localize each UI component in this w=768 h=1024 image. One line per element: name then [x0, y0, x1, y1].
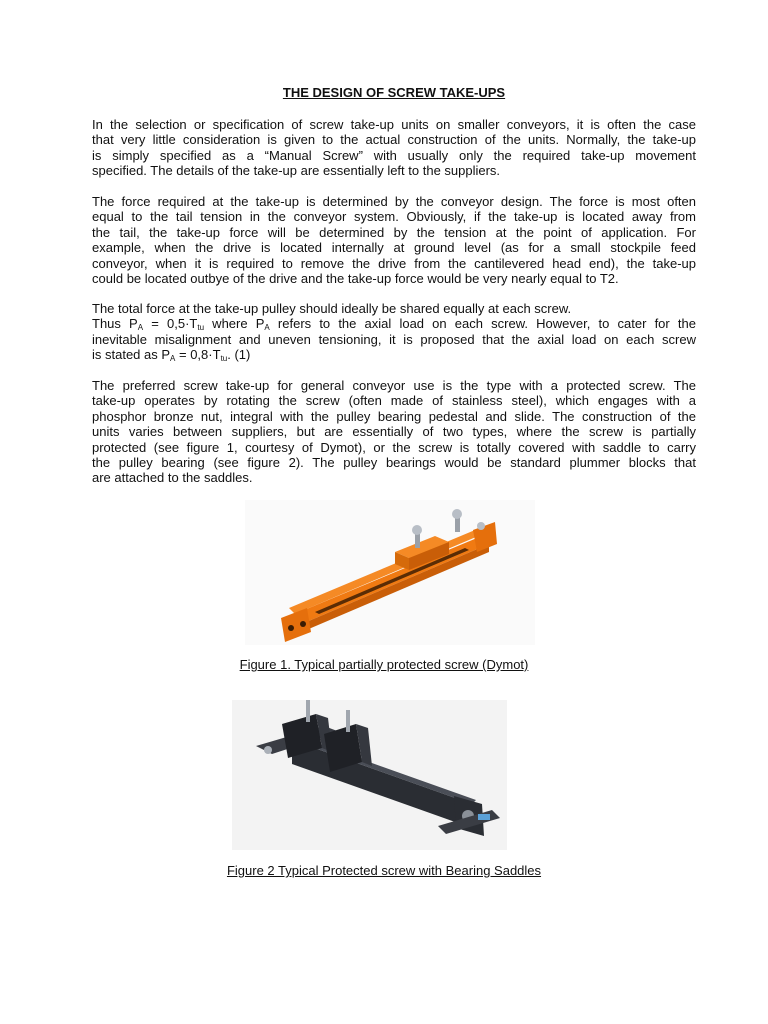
- subscript: tu: [197, 323, 205, 333]
- subscript: tu: [220, 354, 228, 364]
- text-run: Thus P: [92, 316, 138, 332]
- text-line: The preferred screw take-up for general conveyor use is the type with a protected screw. The: [92, 378, 696, 393]
- text-line-formula: [92, 316, 696, 331]
- text-line: The force required at the take-up is determined by the conveyor design. The force is most often: [92, 194, 696, 209]
- text-line: In the selection or specification of screw take-up units on smaller conveyors, it is often the case: [92, 117, 696, 132]
- text-run: refers to the axial load on each screw. However, to cater for the: [269, 316, 696, 332]
- subscript: A: [264, 323, 270, 333]
- subscript: A: [137, 323, 144, 333]
- text-line: is simply specified as a “Manual Screw” with usually only the required take-up movement: [92, 147, 696, 163]
- text-run: where P: [204, 316, 265, 332]
- screw-takeup-orange-illustration: [245, 500, 535, 645]
- text-run: = 0,5·T: [143, 316, 198, 332]
- text-run: . (1): [227, 347, 251, 363]
- paragraph-force: [92, 194, 696, 286]
- text-line: take-up operates by rotating the screw (often made of stainless steel), which engages with a: [92, 393, 696, 409]
- figure-2-image: [232, 700, 507, 850]
- document-title: THE DESIGN OF SCREW TAKE-UPS: [282, 85, 506, 100]
- text-line: equal to the tail tension in the conveyor system. Obviously, if the take-up is located away from: [92, 209, 696, 225]
- paragraph-intro: [92, 117, 696, 179]
- figure-2-caption: Figure 2 Typical Protected screw with Bearing Saddles: [226, 863, 542, 878]
- text-line: phosphor bronze nut, integral with the pulley bearing pedestal and slide. The construction of the: [92, 408, 696, 424]
- text-line: that very little consideration is given to the actual construction of the units. Normally, the take-up: [92, 132, 696, 148]
- text-run: = 0,8·T: [175, 347, 221, 363]
- text-line: protected (see figure 1, courtesy of Dymot), or the screw is totally covered with saddle to carry: [92, 439, 696, 455]
- text-line: units varies between suppliers, but are essentially of two types, where the screw is partially: [92, 424, 696, 440]
- text-line: The total force at the take-up pulley should ideally be shared equally at each screw.: [92, 301, 572, 316]
- text-line: the tail, the take-up force will be determined by the tension at the point of application. For: [92, 224, 696, 240]
- screw-takeup-saddles-illustration: [232, 700, 507, 850]
- paragraph-total-force: [92, 301, 696, 363]
- text-line: conveyor, when it is required to remove the drive from the cantilevered head end), the take-up: [92, 255, 696, 271]
- figure-1-caption: Figure 1. Typical partially protected screw (Dymot): [239, 657, 529, 672]
- text-line: are attached to the saddles.: [92, 470, 253, 486]
- text-line: inevitable misalignment and uneven tensioning, it is proposed that the axial load on each screw: [92, 331, 696, 347]
- figure-1-image: [245, 500, 535, 645]
- text-line: the pulley bearing (see figure 2). The pulley bearings would be standard plummer blocks that: [92, 455, 696, 471]
- subscript: A: [170, 354, 176, 364]
- paragraph-preferred: [92, 378, 696, 486]
- text-run: is stated as P: [92, 347, 171, 363]
- text-line: example, when the drive is located internally at ground level (as for a small stockpile feed: [92, 240, 696, 256]
- text-line: specified. The details of the take-up are essentially left to the suppliers.: [92, 163, 501, 179]
- text-line: could be located outbye of the drive and the take-up force would be very nearly equal to T2.: [92, 271, 619, 287]
- text-line-formula: [92, 347, 696, 362]
